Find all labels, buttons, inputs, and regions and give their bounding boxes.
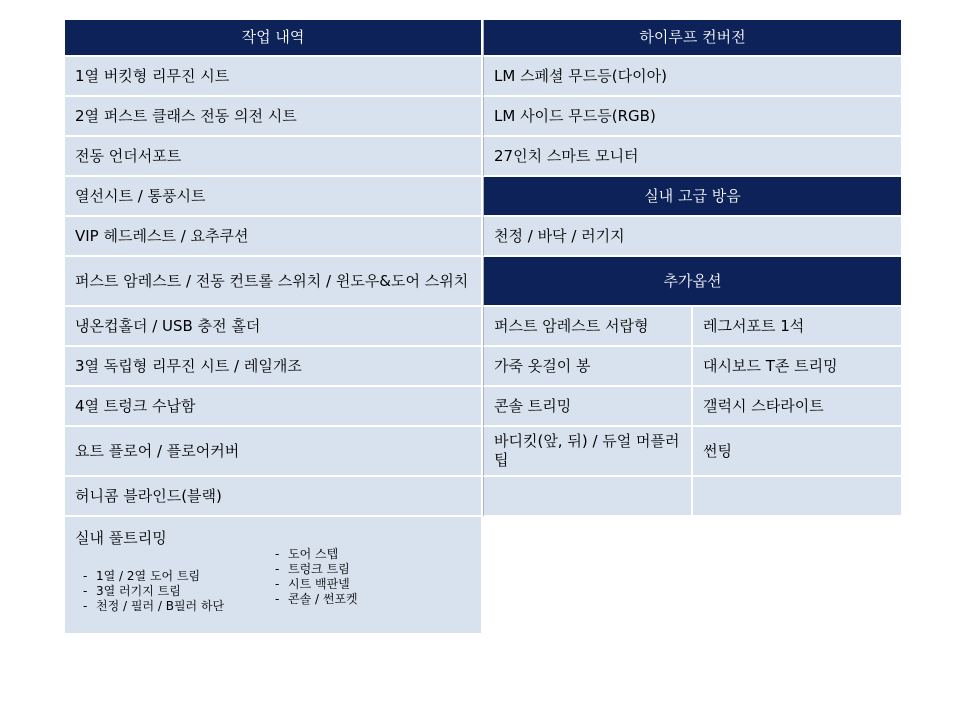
trim-item: - 도어 스텝 — [275, 547, 358, 562]
soundproof-header: 실내 고급 방음 — [483, 177, 903, 217]
empty-option-cell — [483, 575, 693, 577]
empty-option-stack — [483, 517, 693, 635]
work-item: 요트 플로어 / 플로어커버 — [65, 427, 483, 477]
hilof-header: 하이루프 컨버전 — [483, 20, 903, 57]
option-item: 바디킷(앞, 뒤) / 듀얼 머플러팁 — [483, 427, 693, 477]
work-header: 작업 내역 — [65, 20, 483, 57]
options-header: 추가옵션 — [483, 257, 903, 307]
empty-option-cell — [693, 477, 903, 517]
empty-option-cell — [483, 536, 693, 538]
option-item: 가죽 옷걸이 봉 — [483, 347, 693, 387]
empty-option-cell — [693, 575, 903, 577]
work-item: 퍼스트 암레스트 / 전동 컨트롤 스위치 / 윈도우&도어 스위치 — [65, 257, 483, 307]
work-item: 2열 퍼스트 클래스 전동 의전 시트 — [65, 97, 483, 137]
work-item: VIP 헤드레스트 / 요추쿠션 — [65, 217, 483, 257]
work-item: 허니콤 블라인드(블랙) — [65, 477, 483, 517]
empty-option-cell — [483, 477, 693, 517]
option-item: 레그서포트 1석 — [693, 307, 903, 347]
option-item: 콘솔 트리밍 — [483, 387, 693, 427]
hilof-item: 27인치 스마트 모니터 — [483, 137, 903, 177]
work-item: 전동 언더서포트 — [65, 137, 483, 177]
trim-list-left — [83, 569, 224, 614]
hilof-item: LM 사이드 무드등(RGB) — [483, 97, 903, 137]
work-item: 열선시트 / 통풍시트 — [65, 177, 483, 217]
trim-item: - 3열 러기지 트림 — [83, 584, 224, 599]
option-item: 갤럭시 스타라이트 — [693, 387, 903, 427]
empty-option-cell — [483, 614, 693, 616]
work-item: 3열 독립형 리무진 시트 / 레일개조 — [65, 347, 483, 387]
trim-list-right — [275, 547, 358, 607]
conversion-spec-table — [65, 20, 903, 636]
trim-item: - 1열 / 2열 도어 트림 — [83, 569, 224, 584]
empty-option-cell — [693, 536, 903, 538]
trim-title: 실내 풀트리밍 — [75, 529, 167, 547]
interior-trim-cell — [65, 517, 483, 635]
work-item: 4열 트렁크 수납함 — [65, 387, 483, 427]
option-item: 퍼스트 암레스트 서랍형 — [483, 307, 693, 347]
option-item: 대시보드 T존 트리밍 — [693, 347, 903, 387]
empty-option-stack — [693, 517, 903, 635]
work-item: 냉온컵홀더 / USB 충전 홀더 — [65, 307, 483, 347]
soundproof-item: 천정 / 바닥 / 러기지 — [483, 217, 903, 257]
trim-item: - 트렁크 트림 — [275, 562, 358, 577]
trim-item: - 천정 / 필러 / B필러 하단 — [83, 599, 224, 614]
trim-item: - 시트 백판넬 — [275, 577, 358, 592]
work-item: 1열 버킷형 리무진 시트 — [65, 57, 483, 97]
hilof-item: LM 스페셜 무드등(다이아) — [483, 57, 903, 97]
option-item: 썬팅 — [693, 427, 903, 477]
empty-option-cell — [693, 614, 903, 616]
trim-item: - 콘솔 / 썬포켓 — [275, 592, 358, 607]
